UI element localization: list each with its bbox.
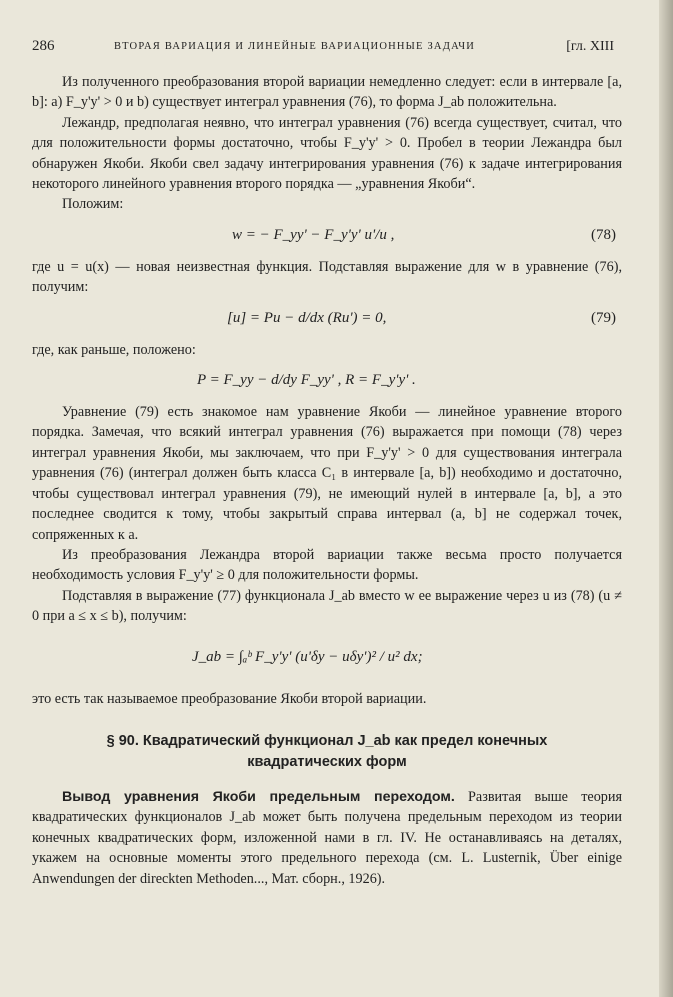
paragraph: Из преобразования Лежандра второй вариации также весьма просто получается необходимость условия F_y'y' ≥ 0 для положительности формы.: [32, 546, 622, 584]
equation-number: (78): [591, 226, 616, 243]
equation-number: (79): [591, 309, 616, 326]
paragraph: Подставляя в выражение (77) функционала J_ab вместо w ее выражение через u из (78) (u ≠ 0 при a ≤ x ≤ b), получим:: [32, 587, 622, 625]
formula-79: [32, 298, 622, 340]
formula-expression: w = − F_yy' − F_y'y' u'/u ,: [232, 226, 395, 243]
paragraph-lead: Вывод уравнения Якоби предельным переходом.: [62, 788, 455, 805]
formula-expression: P = F_yy − d/dy F_yy' , R = F_y'y' .: [197, 372, 416, 389]
formula-expression: [u] = Pu − d/dx (Ru') = 0,: [227, 309, 387, 326]
formula-jacobi-transform: [32, 627, 622, 689]
paragraph-text: Развитая выше теория квадратических функционалов J_ab может быть получена предельным переходом из теории конечных квадратических форм, изложенной нами в гл. IV. Не останавливаясь на деталях, укажем на основные моменты этого предельного перехода (см. L. Lusternik, Über einige Anwendungen der direckten Methoden..., Мат. сборн., 1926).: [32, 788, 622, 887]
page-number: 286: [32, 38, 55, 54]
formula-p-r: [32, 360, 622, 402]
paragraph: Положим:: [62, 196, 124, 213]
paragraph: где u = u(x) — новая неизвестная функция. Подставляя выражение для w в уравнение (76), получим:: [32, 258, 622, 296]
chapter-label: [гл. XIII: [566, 39, 614, 54]
paragraph: где, как раньше, положено:: [32, 341, 196, 358]
paragraph: Уравнение (79) есть знакомое нам уравнение Якоби — линейное уравнение второго порядка. Замечая, что всякий интеграл уравнения (76) выражается при помощи (78) через интеграл уравнения Якоби, мы заключаем, что при F_y'y' > 0 для существования интеграла уравнения (76) (интеграл должен быть класса C₁ в интервале [a, b]) необходимо и достаточно, чтобы существовал интеграл уравнения (79), не имеющий нулей в интервале [a, b], а это последнее сводится к тому, чтобы закрытый справа интервал (a, b] не содержал точек, сопряженных к a.: [32, 404, 622, 543]
paragraph: это есть так называемое преобразование Якоби второй вариации.: [32, 690, 427, 707]
formula-78: [32, 215, 622, 257]
section-heading: § 90. Квадратический функционал J_ab как предел конечных квадратических форм: [106, 732, 548, 770]
running-header: [32, 38, 614, 58]
page-edge-shadow: [659, 0, 673, 997]
formula-expression: J_ab = ∫ₐᵇ F_y'y' (u'δy − uδy')² / u² dx;: [192, 648, 423, 665]
paragraph: Из полученного преобразования второй вариации немедленно следует: если в интервале [a, b]: a) F_y'y' > 0 и b) существует интеграл уравнения (76), то форма J_ab положительна.: [32, 74, 622, 111]
paragraph: Лежандр, предполагая неявно, что интеграл уравнения (76) всегда существует, считал, что для положительности формы достаточно, чтобы F_y'y' > 0. Пробел в теории Лежандра был обнаружен Якоби. Якоби свел задачу интегрирования уравнения (76) к задаче интегрирования некоторого линейного уравнения второго порядка — „уравнения Якоби“.: [32, 114, 622, 193]
page-body: [32, 72, 622, 889]
paragraph: [32, 787, 622, 889]
running-title: ВТОРАЯ ВАРИАЦИЯ И ЛИНЕЙНЫЕ ВАРИАЦИОННЫЕ ЗАДАЧИ: [114, 41, 476, 52]
